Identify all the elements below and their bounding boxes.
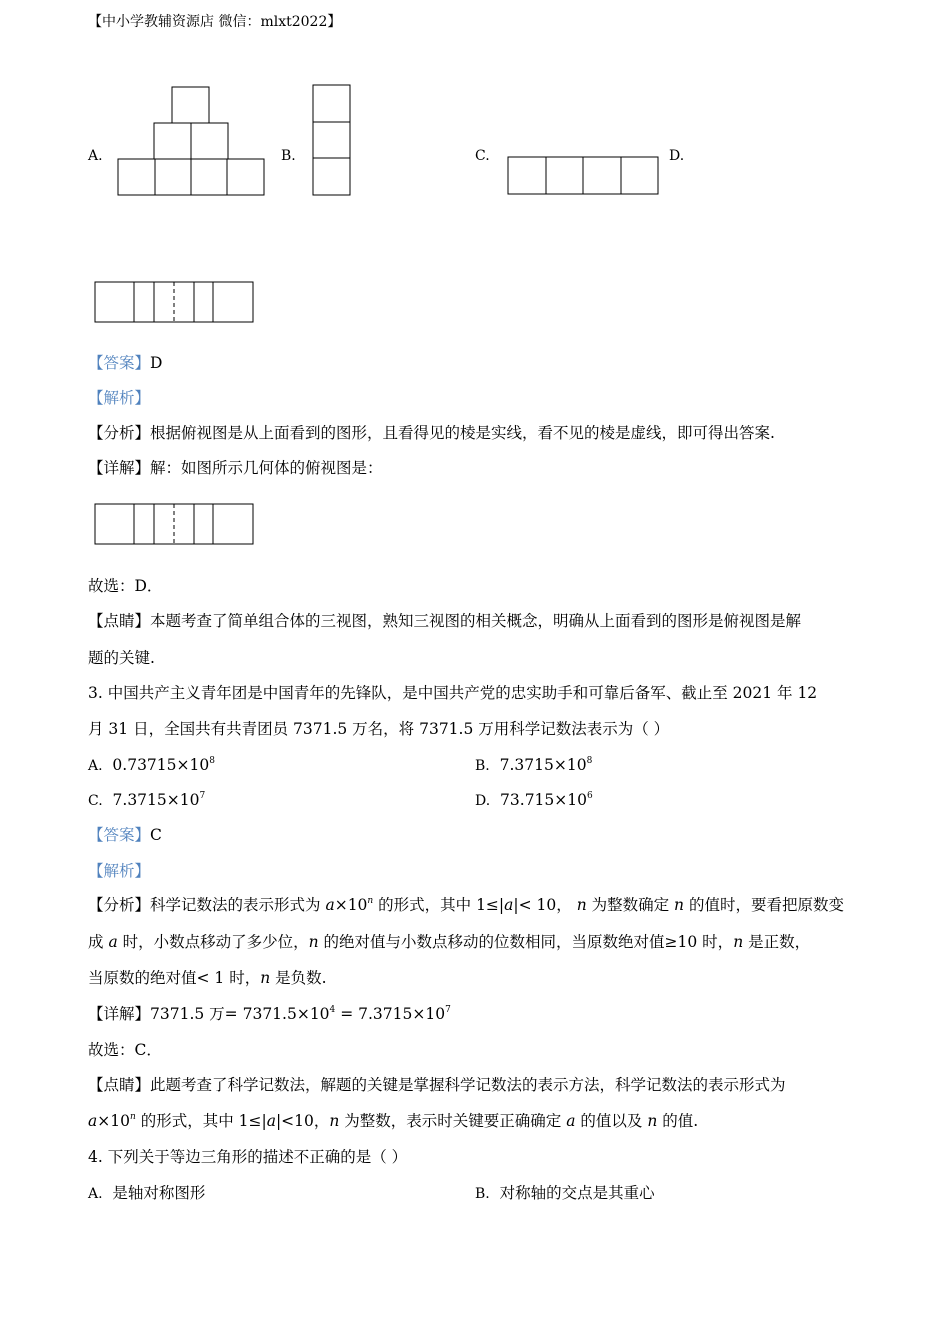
option-label: B.: [475, 1186, 490, 1202]
dianjing-tag: 【点睛】: [88, 1076, 151, 1094]
var: n: [647, 1112, 658, 1130]
dianjing-text: 本题考查了简单组合体的三视图，熟知三视图的相关概念，明确从上面看到的图形是俯视图是解: [150, 612, 802, 630]
q3-stem-line-2: 月 31 日，全国共有共青团员 7371.5 万名，将 7371.5 万用科学记数法表示为（ ）: [88, 720, 670, 738]
option-label: B.: [475, 758, 490, 774]
text: 的值以及: [575, 1112, 648, 1130]
var: n: [367, 896, 374, 906]
option-text: 对称轴的交点是其重心: [499, 1184, 655, 1202]
dianjing-text: 此题考查了科学记数法，解题的关键是掌握科学记数法的表示方法，科学记数法的表示形式为: [150, 1076, 786, 1094]
option-text: 是轴对称图形: [112, 1184, 206, 1202]
text: ×10: [97, 1112, 130, 1130]
answer-tag: 【答案】: [88, 826, 151, 844]
text: 的绝对值与小数点移动的位数相同，当原数绝对值≥10 时，: [318, 933, 734, 951]
text: |<10，: [275, 1112, 330, 1130]
option-exponent: 7: [199, 791, 206, 801]
var: n: [308, 933, 319, 951]
exponent: 4: [329, 1005, 336, 1015]
var: a: [566, 1112, 576, 1130]
q4-stem: 4. 下列关于等边三角形的描述不正确的是（ ）: [88, 1148, 408, 1166]
q3-fenxi-line-2: [88, 932, 810, 952]
text: 的值时，要看把原数变: [684, 896, 844, 914]
option-value: 0.73715×10: [112, 756, 210, 774]
q2-option-b-label: B.: [281, 148, 296, 164]
q3-analysis-tag: 【解析】: [88, 862, 151, 880]
var: a: [504, 896, 514, 914]
option-exponent: 8: [209, 756, 215, 766]
q3-dianjing-line-1: [88, 1075, 786, 1095]
dianjing-tag: 【点睛】: [88, 612, 151, 630]
q2-dianjing-2: 题的关键.: [88, 649, 155, 667]
page-header: 【中小学教辅资源店 微信：mlxt2022】: [88, 14, 342, 30]
q3-option-d: [475, 790, 593, 811]
q2-dianjing-1: [88, 611, 801, 631]
q3-option-a: [88, 755, 215, 776]
option-label: A.: [88, 758, 103, 774]
var: a: [325, 896, 335, 914]
text: ×10: [334, 896, 368, 914]
option-exponent: 6: [587, 791, 593, 801]
var: n: [329, 1112, 340, 1130]
option-label: C.: [88, 793, 103, 809]
text: 成: [88, 933, 109, 951]
xiangjie-tag: 【详解】: [88, 1005, 151, 1023]
answer-tag: 【答案】: [88, 354, 151, 372]
var: a: [88, 1112, 98, 1130]
text: 是正数，: [743, 933, 811, 951]
text: 为整数确定: [586, 896, 675, 914]
q2-option-d-label: D.: [669, 148, 685, 164]
var: a: [266, 1112, 276, 1130]
q4-option-b: [475, 1183, 655, 1204]
answer-value: C: [150, 826, 162, 844]
q2-solution-figure: [0, 0, 950, 560]
text: 的形式，其中 1≤|: [135, 1112, 267, 1130]
var: n: [129, 1112, 136, 1122]
option-label: A.: [88, 1186, 103, 1202]
q2-analysis-tag: 【解析】: [88, 389, 151, 407]
answer-value: D: [150, 354, 163, 372]
q3-option-c: [88, 790, 205, 811]
text: 时，小数点移动了多少位，: [117, 933, 309, 951]
exponent: 7: [445, 1005, 451, 1015]
var: n: [260, 969, 271, 987]
q4-option-a: [88, 1183, 205, 1204]
option-exponent: 8: [586, 756, 593, 766]
option-value: 7.3715×10: [112, 791, 200, 809]
text: 7371.5 万= 7371.5×10: [150, 1005, 330, 1023]
text: = 7.3715×10: [335, 1005, 446, 1023]
text: 为整数，表示时关键要正确确定: [339, 1112, 567, 1130]
q2-conclusion: 故选：D．: [88, 577, 163, 595]
option-value: 73.715×10: [500, 791, 587, 809]
fenxi-tag: 【分析】: [88, 424, 151, 442]
fenxi-text: 根据俯视图是从上面看到的图形，且看得见的棱是实线，看不见的棱是虚线，即可得出答案.: [150, 424, 775, 442]
text: 的形式，其中 1≤|: [373, 896, 505, 914]
q3-xiangjie: [88, 1004, 451, 1024]
text: 的值.: [657, 1112, 699, 1130]
var: a: [108, 933, 118, 951]
text: 是负数.: [270, 969, 327, 987]
q3-dianjing-line-2: [88, 1111, 698, 1131]
xiangjie-tag: 【详解】: [88, 459, 151, 477]
q3-conclusion: 故选：C．: [88, 1041, 162, 1059]
option-label: D.: [475, 793, 491, 809]
option-value: 7.3715×10: [499, 756, 587, 774]
q3-option-b: [475, 755, 592, 776]
fenxi-tag: 【分析】: [88, 896, 151, 914]
q3-fenxi-line-3: [88, 968, 327, 988]
text: 当原数的绝对值< 1 时，: [88, 969, 261, 987]
xiangjie-text: 解：如图所示几何体的俯视图是：: [150, 459, 383, 477]
q2-option-c-label: C.: [475, 148, 490, 164]
text: |< 10，: [513, 896, 577, 914]
q3-fenxi-line-1: [88, 895, 844, 915]
q3-answer-line: [88, 825, 162, 845]
var: n: [674, 896, 685, 914]
q2-option-a-label: A.: [88, 148, 103, 164]
q3-stem-line-1: 3. 中国共产主义青年团是中国青年的先锋队，是中国共产党的忠实助手和可靠后备军、截止至 2021 年 12: [88, 684, 818, 702]
var: n: [733, 933, 744, 951]
text: 科学记数法的表示形式为: [150, 896, 326, 914]
var: n: [576, 896, 587, 914]
